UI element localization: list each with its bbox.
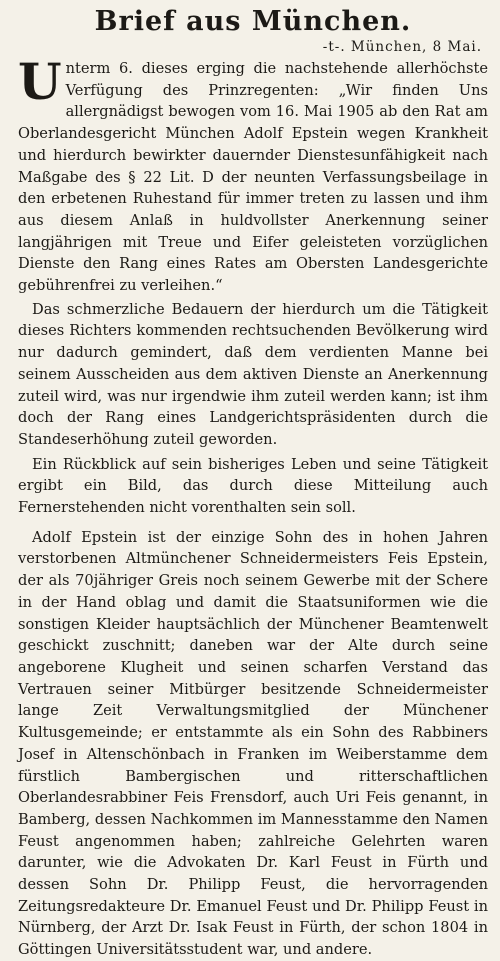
paragraph-decree-text: nterm 6. dieses erging die nachstehende allerhöchste Verfügung des Prinzregenten: „Wir finden Uns allergnädigst bewogen vom 16. Mai 1905 ab den Rat am Oberlandesgericht München Adolf Epstein wegen Krankheit und hierdurch bewirkter dauernder Dienstesunfähigkeit nach Maßgabe des § 22 Lit. D der neunten Verfassungsbeilage in den erbetenen Ruhestand für immer treten zu lassen und ihm aus diesem Anlaß in huldvollster Anerkennung seiner langjährigen mit Treue und Eifer geleisteten vorzüglichen Dienste den Rang eines Rates am Obersten Landesgerichte gebührenfrei zu verleihen.“ (18, 60, 488, 295)
paragraph-biography: Adolf Epstein ist der einzige Sohn des in hohen Jahren verstorbenen Altmünchener Schneidermeisters Feis Epstein, der als 70jähriger Greis noch seinem Gewerbe mit der Schere in der Hand oblag und damit die Staatsuniformen wie die sonstigen Kleider hauptsächlich der Münchener Beamtenwelt geschickt zuschnitt; daneben war der Alte durch seine angeborene Klugheit und seinen scharfen Verstand das Vertrauen seiner Mitbürger besitzende Schneidermeister lange Zeit Verwaltungsmitglied der Münchener Kultusgemeinde; er entstammte als ein Sohn des Rabbiners Josef in Altenschönbach in Franken im Weiberstamme dem fürstlich Bambergischen und ritterschaftlichen Oberlandesrabbiner Feis Frensdorf, auch Uri Feis genannt, in Bamberg, dessen Nachkommen im Mannesstamme den Namen Feust angenommen haben; zahlreiche Gelehrten waren darunter, wie die Advokaten Dr. Karl Feust in Fürth und dessen Sohn Dr. Philipp Feust, die hervorragenden Zeitungsredakteure Dr. Emanuel Feust und Dr. Philipp Feust in Nürnberg, der Arzt Dr. Isak Feust in Fürth, der schon 1804 in Göttingen Universitätsstudent war, und andere. (18, 528, 488, 959)
paragraph-decree (18, 52, 488, 297)
paragraph-review: Ein Rückblick auf sein bisheriges Leben und seine Tätigkeit ergibt ein Bild, das durch diese Mitteilung auch Fernerstehenden nicht vorenthalten sein soll. (18, 455, 488, 517)
article-headline: Brief aus München. (94, 6, 412, 37)
paragraph-regret: Das schmerzliche Bedauern der hierdurch um die Tätigkeit dieses Richters kommenden rechtsuchenden Bevölkerung wird nur dadurch gemindert, daß dem verdienten Manne bei seinem Ausscheiden aus dem aktiven Dienste an Anerkennung zuteil wird, was nur irgendwie ihm zuteil werden kann; ist ihm doch der Rang eines Landgerichtspräsidenten durch die Standeserhöhung zuteil geworden. (18, 300, 488, 448)
article-dateline: -t-. München, 8 Mai. (322, 39, 482, 55)
drop-cap: U (18, 52, 62, 111)
